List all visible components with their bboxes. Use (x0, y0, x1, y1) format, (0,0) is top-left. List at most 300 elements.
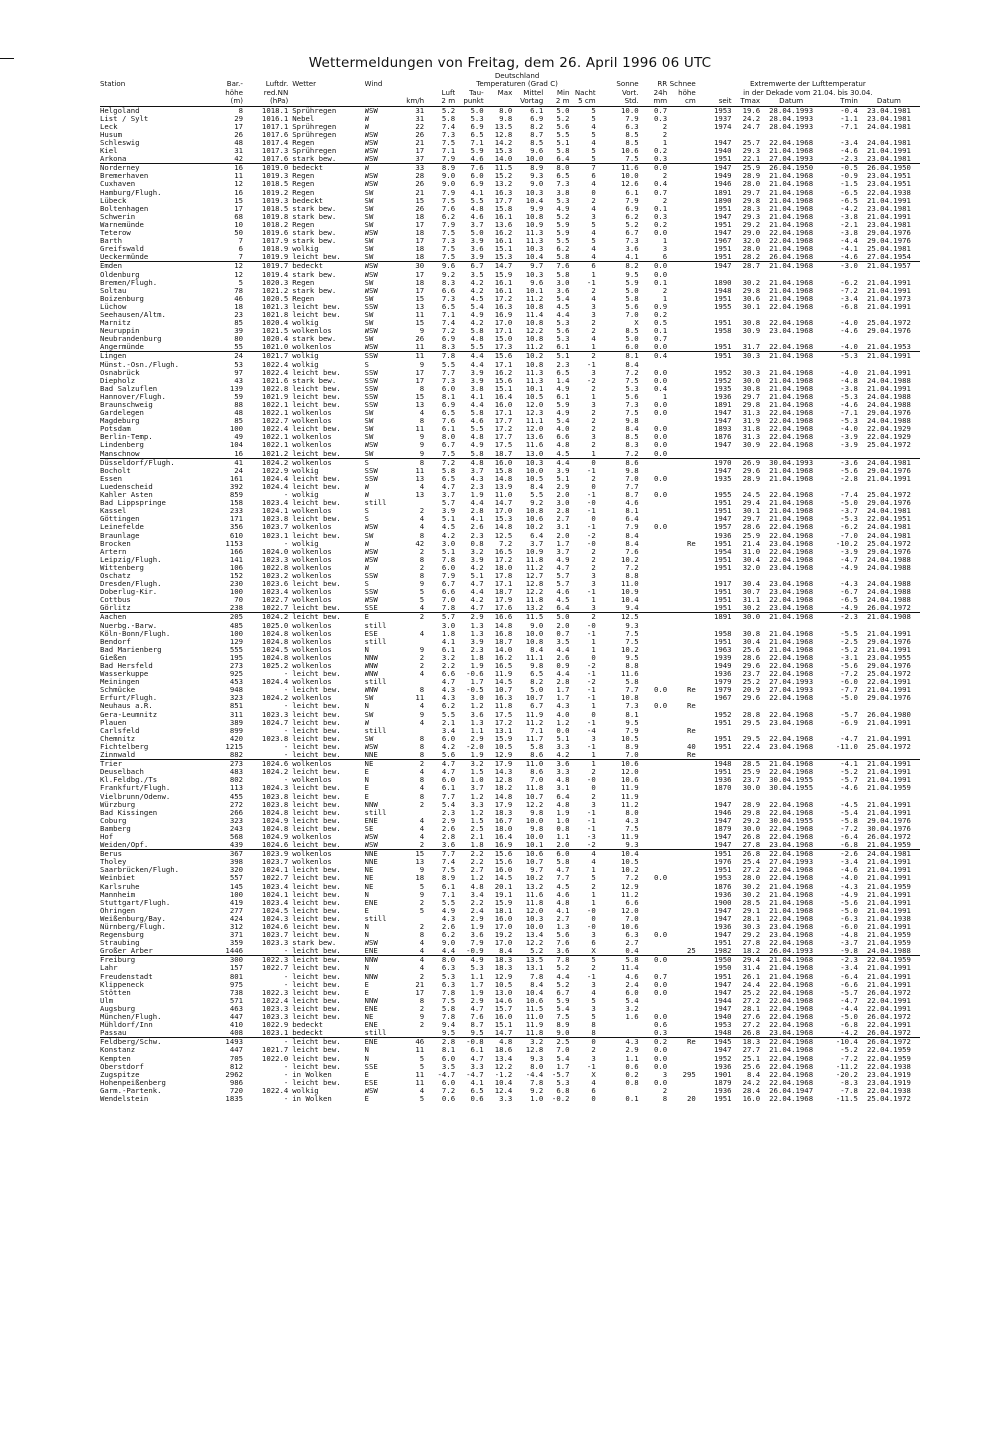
cell-mittel: 9.8 (530, 662, 544, 670)
station-row (100, 303, 920, 311)
cell-tmin-datum: 24.04.1988 (866, 596, 911, 605)
cell-bar-hoehe: 59 (234, 392, 243, 401)
cell-taupunkt: 4.7 (470, 604, 484, 613)
cell-taupunkt: -0.8 (455, 1038, 484, 1047)
cell-seit: 1955 (713, 491, 732, 500)
cell-taupunkt: 3.9 (470, 368, 484, 377)
cell-tmin-datum: 29.04.1976 (866, 694, 911, 703)
cell-tmin-datum: 21.04.1991 (866, 147, 911, 156)
cell-wetter: leicht bew. (292, 580, 341, 589)
cell-seit: 1936 (713, 890, 732, 899)
cell-tmax-datum: 22.04.1968 (769, 237, 814, 246)
cell-station: Doberlug-Kir. (100, 588, 158, 597)
cell-nacht: 1 (591, 449, 596, 458)
cell-tmax: 18.2 (742, 947, 761, 956)
cell-nacht: 6 (591, 172, 596, 181)
cell-taupunkt: 5.9 (470, 147, 484, 156)
cell-station: Kl.Feldbg./Ts (100, 776, 158, 785)
cell-tmax-datum: 23.04.1968 (769, 718, 814, 727)
cell-wetter: leicht bew. (292, 1046, 341, 1055)
cell-tmax: 22.4 (742, 742, 761, 751)
cell-nacht: 1 (591, 751, 596, 760)
cell-luft: 0.6 (441, 1094, 456, 1103)
header-luftdr: Luftdr. (265, 80, 289, 89)
cell-tmin (822, 311, 858, 319)
cell-luftdruck: 1024.2 (243, 458, 288, 467)
cell-luft: 4.4 (441, 947, 456, 956)
cell-taupunkt: 1.5 (470, 768, 484, 777)
cell-mittel: 10.8 (525, 335, 544, 344)
cell-schnee (667, 425, 696, 433)
cell-bar-hoehe: 129 (229, 637, 243, 646)
cell-bar-hoehe: 113 (229, 784, 243, 793)
cell-tmax: 24.7 (742, 122, 761, 131)
cell-tmin (822, 271, 858, 279)
cell-luftdruck: 1016.1 (261, 114, 289, 123)
cell-nacht: 0 (591, 710, 596, 719)
cell-seit: 1945 (696, 1038, 732, 1047)
cell-seit: 1893 (713, 425, 732, 434)
cell-min: 2.7 (556, 914, 570, 923)
cell-max: 18.3 (494, 808, 513, 817)
cell-schnee (667, 523, 696, 531)
cell-tmax-datum: 21.04.1968 (769, 474, 814, 483)
cell-tmax-datum: 22.04.1968 (769, 824, 814, 833)
cell-station: Lübeck (100, 196, 127, 205)
cell-station: Luedenscheid (100, 482, 153, 491)
cell-station: Garm.-Partenk. (100, 1086, 162, 1095)
cell-wind-dir: WSW (364, 841, 378, 850)
cell-sonne: 11.0 (621, 580, 639, 589)
cell-schnee (667, 229, 696, 237)
cell-seit: 1950 (713, 964, 732, 973)
cell-bar-hoehe: 16 (210, 164, 243, 173)
cell-wind-speed: 9 (419, 710, 425, 719)
cell-max: 17.7 (494, 433, 513, 442)
cell-tmin-datum: 21.04.1991 (866, 629, 911, 638)
cell-wetter: leicht bew. (292, 726, 341, 735)
cell-luftdruck: 1017.9 (261, 237, 289, 246)
cell-nacht: 2 (591, 768, 596, 777)
cell-sonne: 10.8 (621, 694, 639, 703)
cell-rr: 0.0 (654, 449, 668, 458)
cell-wetter: wolkenlos (292, 776, 332, 785)
cell-wetter: leicht bew. (292, 449, 341, 458)
cell-schnee: Re (687, 686, 696, 695)
cell-rr: 2 (662, 1086, 668, 1095)
cell-tmax-datum: 28.04.1993 (769, 106, 814, 115)
cell-bar-hoehe: 410 (229, 1021, 243, 1030)
cell-seit: 1944 (713, 996, 732, 1005)
cell-rr: 0.0 (654, 523, 668, 532)
cell-tmax-datum (760, 311, 822, 319)
cell-sonne: 8.5 (625, 327, 639, 336)
cell-station: Helgoland (100, 106, 140, 115)
cell-bar-hoehe: 1153 (225, 539, 243, 548)
cell-nacht: 8 (591, 1029, 596, 1038)
cell-tmax: 31.0 (742, 547, 761, 556)
cell-rr: 0.0 (654, 988, 668, 997)
station-row (100, 417, 920, 425)
cell-tmax-datum: 22.04.1968 (769, 1070, 814, 1079)
cell-taupunkt: 6.7 (455, 262, 484, 271)
cell-taupunkt: 1.9 (470, 662, 484, 670)
cell-max: 14.3 (494, 768, 513, 777)
cell-mittel: 8.4 (530, 645, 544, 654)
cell-seit: 1957 (713, 523, 732, 532)
station-row (100, 939, 920, 947)
cell-wetter: leicht bew. (292, 972, 341, 981)
cell-tmin-datum (858, 361, 920, 369)
cell-taupunkt: 3.9 (470, 376, 484, 385)
cell-schnee (667, 580, 696, 588)
cell-rr: 0.2 (654, 220, 668, 229)
cell-mittel: 8.5 (530, 139, 544, 147)
cell-luftdruck: 1022.3 (261, 988, 289, 997)
cell-wetter: Regen (292, 139, 315, 147)
cell-luft: 7.1 (441, 147, 456, 156)
cell-tmax-datum: 22.04.1968 (769, 800, 814, 809)
cell-rr: 0.0 (654, 425, 668, 434)
cell-tmax-datum: 21.04.1968 (769, 204, 814, 213)
cell-tmin-datum: 24.04.1988 (866, 555, 911, 564)
cell-wind-speed: 2 (419, 800, 425, 809)
cell-bar-hoehe: 78 (234, 286, 243, 295)
cell-tmin-datum: 21.04.1973 (866, 294, 911, 303)
cell-luftdruck: 1017.4 (261, 139, 289, 147)
cell-station: Chemnitz (100, 734, 136, 743)
cell-wind-dir: WSW (364, 139, 378, 147)
cell-min: 5.2 (556, 964, 570, 973)
station-row (100, 253, 920, 262)
cell-tmax-datum: 23.04.1968 (769, 580, 814, 589)
cell-sonne: 7.0 (625, 474, 639, 483)
cell-tmin-datum: 24.04.1981 (866, 139, 911, 147)
cell-station: Weiden/Opf. (100, 841, 149, 850)
cell-nacht: 5 (591, 874, 596, 883)
cell-bar-hoehe: 812 (229, 1062, 243, 1071)
cell-wind-dir: ENE (364, 1004, 378, 1013)
cell-schnee (667, 801, 696, 809)
cell-wetter: Sprühregen (292, 147, 337, 156)
cell-wetter: wolkig (292, 1086, 319, 1095)
cell-max: 16.2 (494, 653, 513, 662)
station-row (100, 727, 920, 735)
cell-tmin: -3.8 (840, 229, 858, 238)
station-row (100, 981, 920, 989)
cell-nacht: -2 (586, 678, 596, 687)
cell-min: 2.0 (556, 491, 570, 500)
cell-station: Kempten (100, 1054, 131, 1063)
cell-wetter: leicht bew. (292, 425, 341, 434)
station-row (100, 197, 920, 205)
cell-luftdruck: 1024.2 (243, 613, 288, 622)
cell-luft: 7.9 (441, 155, 456, 164)
station-row (100, 858, 920, 866)
station-row (100, 564, 920, 572)
cell-rr (639, 866, 668, 874)
cell-tmin: -6.9 (840, 718, 858, 727)
cell-mittel: 10.0 (525, 155, 544, 164)
cell-tmin-datum: 23.04.1955 (866, 653, 911, 662)
cell-tmax: 25.6 (742, 645, 761, 654)
cell-mittel: 5.5 (530, 491, 544, 500)
cell-max: 18.0 (494, 824, 513, 833)
cell-luftdruck: 1022.1 (261, 409, 289, 418)
cell-nacht: 2 (591, 1046, 596, 1055)
cell-schnee (667, 981, 696, 989)
cell-wind-speed: 15 (400, 850, 424, 859)
cell-wind-speed: 21 (415, 980, 425, 989)
cell-mittel: 7.8 (530, 972, 544, 981)
cell-max: 14.5 (494, 874, 513, 883)
cell-bar-hoehe: 323 (229, 694, 243, 703)
station-row (100, 361, 920, 369)
cell-bar-hoehe: 100 (229, 425, 243, 434)
cell-tmax: 24.2 (742, 1078, 761, 1087)
cell-wind-dir: NNW (365, 956, 401, 965)
cell-station: Konstanz (100, 1046, 136, 1055)
cell-bar-hoehe: 157 (229, 964, 243, 973)
cell-rr: 0.0 (654, 433, 668, 442)
cell-tmax-datum: 21.04.1968 (769, 376, 814, 385)
cell-wind-dir: SSW (364, 474, 378, 483)
cell-sonne: 11.2 (621, 800, 639, 809)
cell-rr: 0.9 (654, 302, 668, 311)
cell-wind-speed: 11 (415, 343, 425, 352)
cell-rr: 1 (662, 392, 668, 401)
cell-tmax: 30.7 (742, 588, 761, 597)
cell-max: 12.9 (494, 751, 513, 760)
cell-wind-dir: SW (364, 220, 374, 229)
cell-tmax-datum: 22.04.1968 (760, 1038, 822, 1047)
cell-tmax-datum: 22.04.1968 (769, 996, 814, 1005)
cell-rr (639, 735, 668, 743)
cell-rr (639, 458, 668, 467)
cell-seit: 1951 (713, 343, 732, 352)
station-row (100, 115, 920, 123)
cell-min: 2.9 (556, 482, 570, 491)
cell-nacht: 4 (591, 988, 596, 997)
cell-seit: 1876 (713, 433, 732, 442)
cell-wind-speed: 13 (415, 491, 425, 500)
cell-min: 4.6 (556, 588, 570, 597)
cell-tmin-datum (858, 131, 920, 139)
cell-nacht: 3 (591, 302, 596, 311)
cell-station: Neuhaus a.R. (100, 702, 153, 711)
cell-taupunkt: 4.6 (470, 212, 484, 221)
cell-schnee (667, 303, 696, 311)
cell-rr: 0.1 (654, 327, 668, 336)
cell-bar-hoehe: 18 (234, 302, 243, 311)
cell-rr (639, 825, 668, 833)
cell-luftdruck: - (283, 751, 289, 760)
cell-max: 16.3 (494, 188, 513, 197)
cell-sonne: 11.6 (610, 164, 639, 173)
cell-station: Soltau (100, 286, 127, 295)
cell-wetter: wolkenlos (292, 507, 332, 516)
header-datum-min: Datum (858, 97, 920, 106)
cell-sonne: 1.6 (625, 1013, 639, 1022)
cell-wind-dir: SW (364, 188, 374, 197)
cell-mittel: 12.0 (525, 425, 544, 434)
cell-luft: 8.1 (441, 392, 456, 401)
cell-min: 4.4 (556, 972, 570, 981)
cell-taupunkt: 4.4 (470, 360, 484, 369)
cell-nacht: 0 (591, 1094, 596, 1103)
cell-min: -0.2 (551, 1094, 570, 1103)
cell-tmin: -11.5 (835, 1094, 858, 1103)
cell-wind-speed: 4 (419, 515, 425, 524)
cell-min: 5.9 (556, 401, 570, 409)
cell-tmin-datum: 21.04.1991 (866, 874, 911, 883)
cell-wind-speed: 11 (415, 1046, 425, 1055)
cell-bar-hoehe: 859 (229, 491, 243, 500)
header-wind: Wind (364, 80, 383, 89)
cell-taupunkt: 3.0 (470, 694, 484, 703)
station-row (100, 229, 920, 237)
cell-luftdruck: 1019.8 (261, 212, 289, 221)
cell-wind-dir: WSW (364, 596, 378, 605)
cell-bar-hoehe: 233 (229, 507, 243, 516)
cell-bar-hoehe: 55 (234, 343, 243, 352)
cell-max: 16.1 (494, 212, 513, 221)
station-row (100, 686, 920, 694)
cell-max: 8.0 (499, 106, 513, 115)
cell-wetter: wolkenlos (292, 571, 332, 580)
station-row (100, 147, 920, 155)
cell-wetter: leicht bew. (292, 866, 341, 875)
cell-tmax-datum: 22.04.1968 (769, 1013, 814, 1022)
cell-rr: 8 (662, 1094, 668, 1103)
cell-tmin: -7.2 (840, 286, 858, 295)
cell-tmin: -6.6 (840, 980, 858, 989)
cell-min: 3.3 (556, 768, 570, 777)
cell-nacht: 0 (591, 482, 596, 491)
cell-tmax-datum: 21.04.1968 (760, 262, 822, 271)
cell-max: 17.0 (494, 507, 513, 516)
cell-taupunkt: 3.7 (470, 466, 484, 475)
cell-luft: 7.8 (441, 988, 456, 997)
cell-station: Kahler Asten (100, 491, 153, 500)
station-row (100, 458, 920, 467)
cell-bar-hoehe: 273 (210, 760, 243, 769)
cell-max: 17.0 (494, 319, 513, 328)
cell-luftdruck: 1022.7 (261, 604, 289, 613)
cell-wind-speed: 21 (415, 139, 425, 147)
cell-seit: 1951 (713, 768, 732, 777)
cell-sonne: 7.5 (625, 155, 639, 164)
station-row (100, 809, 920, 817)
cell-tmax (732, 483, 761, 491)
cell-seit: 1951 (713, 734, 732, 743)
cell-luftdruck: - (283, 491, 289, 500)
cell-tmax-datum (760, 483, 822, 491)
cell-schnee (667, 833, 696, 841)
cell-mittel: 13.1 (525, 964, 544, 973)
cell-tmin-datum: 26.04.1980 (866, 710, 911, 719)
cell-tmax: 31.9 (742, 417, 761, 426)
cell-mittel: 10.7 (525, 694, 544, 703)
cell-station: Nuerbg.-Barw. (100, 621, 158, 630)
cell-nacht: 2 (591, 196, 596, 205)
cell-tmin (822, 131, 858, 139)
cell-tmax-datum (760, 450, 822, 459)
cell-mittel: 11.3 (525, 376, 544, 385)
cell-wetter: leicht bew. (292, 898, 341, 907)
cell-schnee (667, 189, 696, 197)
cell-mittel: 12.0 (525, 401, 544, 409)
cell-tmin: -4.0 (840, 874, 858, 883)
cell-luft: 8.9 (424, 164, 455, 173)
cell-rr: 3 (662, 245, 668, 254)
cell-mittel: 10.8 (525, 637, 544, 646)
cell-luft: 4.3 (441, 694, 456, 703)
cell-station: Oschatz (100, 571, 131, 580)
cell-tmin-datum: 24.04.1988 (866, 392, 911, 401)
cell-wind-speed: 5 (419, 1094, 425, 1103)
cell-tmax-datum: 22.04.1968 (769, 343, 814, 352)
cell-luft: 6.5 (441, 474, 456, 483)
cell-tmax-datum: 22.04.1968 (769, 523, 814, 532)
cell-nacht: 2 (591, 286, 596, 295)
cell-bar-hoehe: 49 (234, 433, 243, 442)
cell-tmax: 27.7 (742, 1046, 761, 1055)
cell-taupunkt: 5.5 (470, 425, 484, 434)
cell-min: 0.9 (556, 662, 570, 670)
cell-max: 15.6 (494, 376, 513, 385)
cell-sonne: 9.3 (625, 621, 639, 630)
cell-luftdruck: 1023.3 (261, 1004, 289, 1013)
cell-schnee (667, 458, 696, 467)
cell-schnee (667, 1005, 696, 1013)
cell-tmax-datum: 22.04.1968 (769, 939, 814, 948)
cell-tmax: 28.9 (742, 474, 761, 483)
cell-wind-speed: 2 (419, 507, 425, 516)
cell-wind-dir: E (364, 768, 369, 777)
cell-wetter: leicht bew. (292, 792, 341, 801)
cell-tmax-datum: 21.04.1968 (769, 629, 814, 638)
cell-schnee (667, 719, 696, 727)
cell-tmin-datum: 22.04.1929 (866, 425, 911, 434)
cell-taupunkt: 8.7 (470, 1021, 484, 1030)
cell-sonne: 5.8 (610, 956, 639, 965)
cell-mittel: 10.3 (512, 458, 543, 467)
cell-tmax-datum: 21.04.1968 (769, 196, 814, 205)
cell-nacht: -1 (586, 1062, 596, 1071)
cell-rr: 0.2 (654, 147, 668, 156)
cell-wind-dir: W (365, 164, 401, 173)
cell-nacht: 5 (591, 996, 596, 1005)
cell-station: Freiburg (100, 956, 210, 965)
cell-tmax-datum: 22.04.1968 (769, 653, 814, 662)
cell-wind-speed: 9 (419, 866, 425, 875)
cell-seit: 1947 (713, 441, 732, 450)
cell-rr: 0.0 (654, 401, 668, 409)
cell-taupunkt: 2.5 (470, 824, 484, 833)
cell-tmin-datum: 21.04.1959 (866, 931, 911, 940)
cell-max: 17.7 (494, 196, 513, 205)
cell-tmin: -0.5 (822, 164, 858, 173)
station-row (100, 369, 920, 377)
cell-sonne: 7.9 (625, 196, 639, 205)
cell-tmax-datum: 22.04.1968 (769, 302, 814, 311)
cell-rr: 0.7 (654, 972, 668, 981)
cell-mittel: 13.2 (525, 882, 544, 891)
cell-schnee (667, 164, 696, 173)
cell-wind-dir: SW (364, 253, 374, 262)
cell-rr: 0.0 (654, 376, 668, 385)
